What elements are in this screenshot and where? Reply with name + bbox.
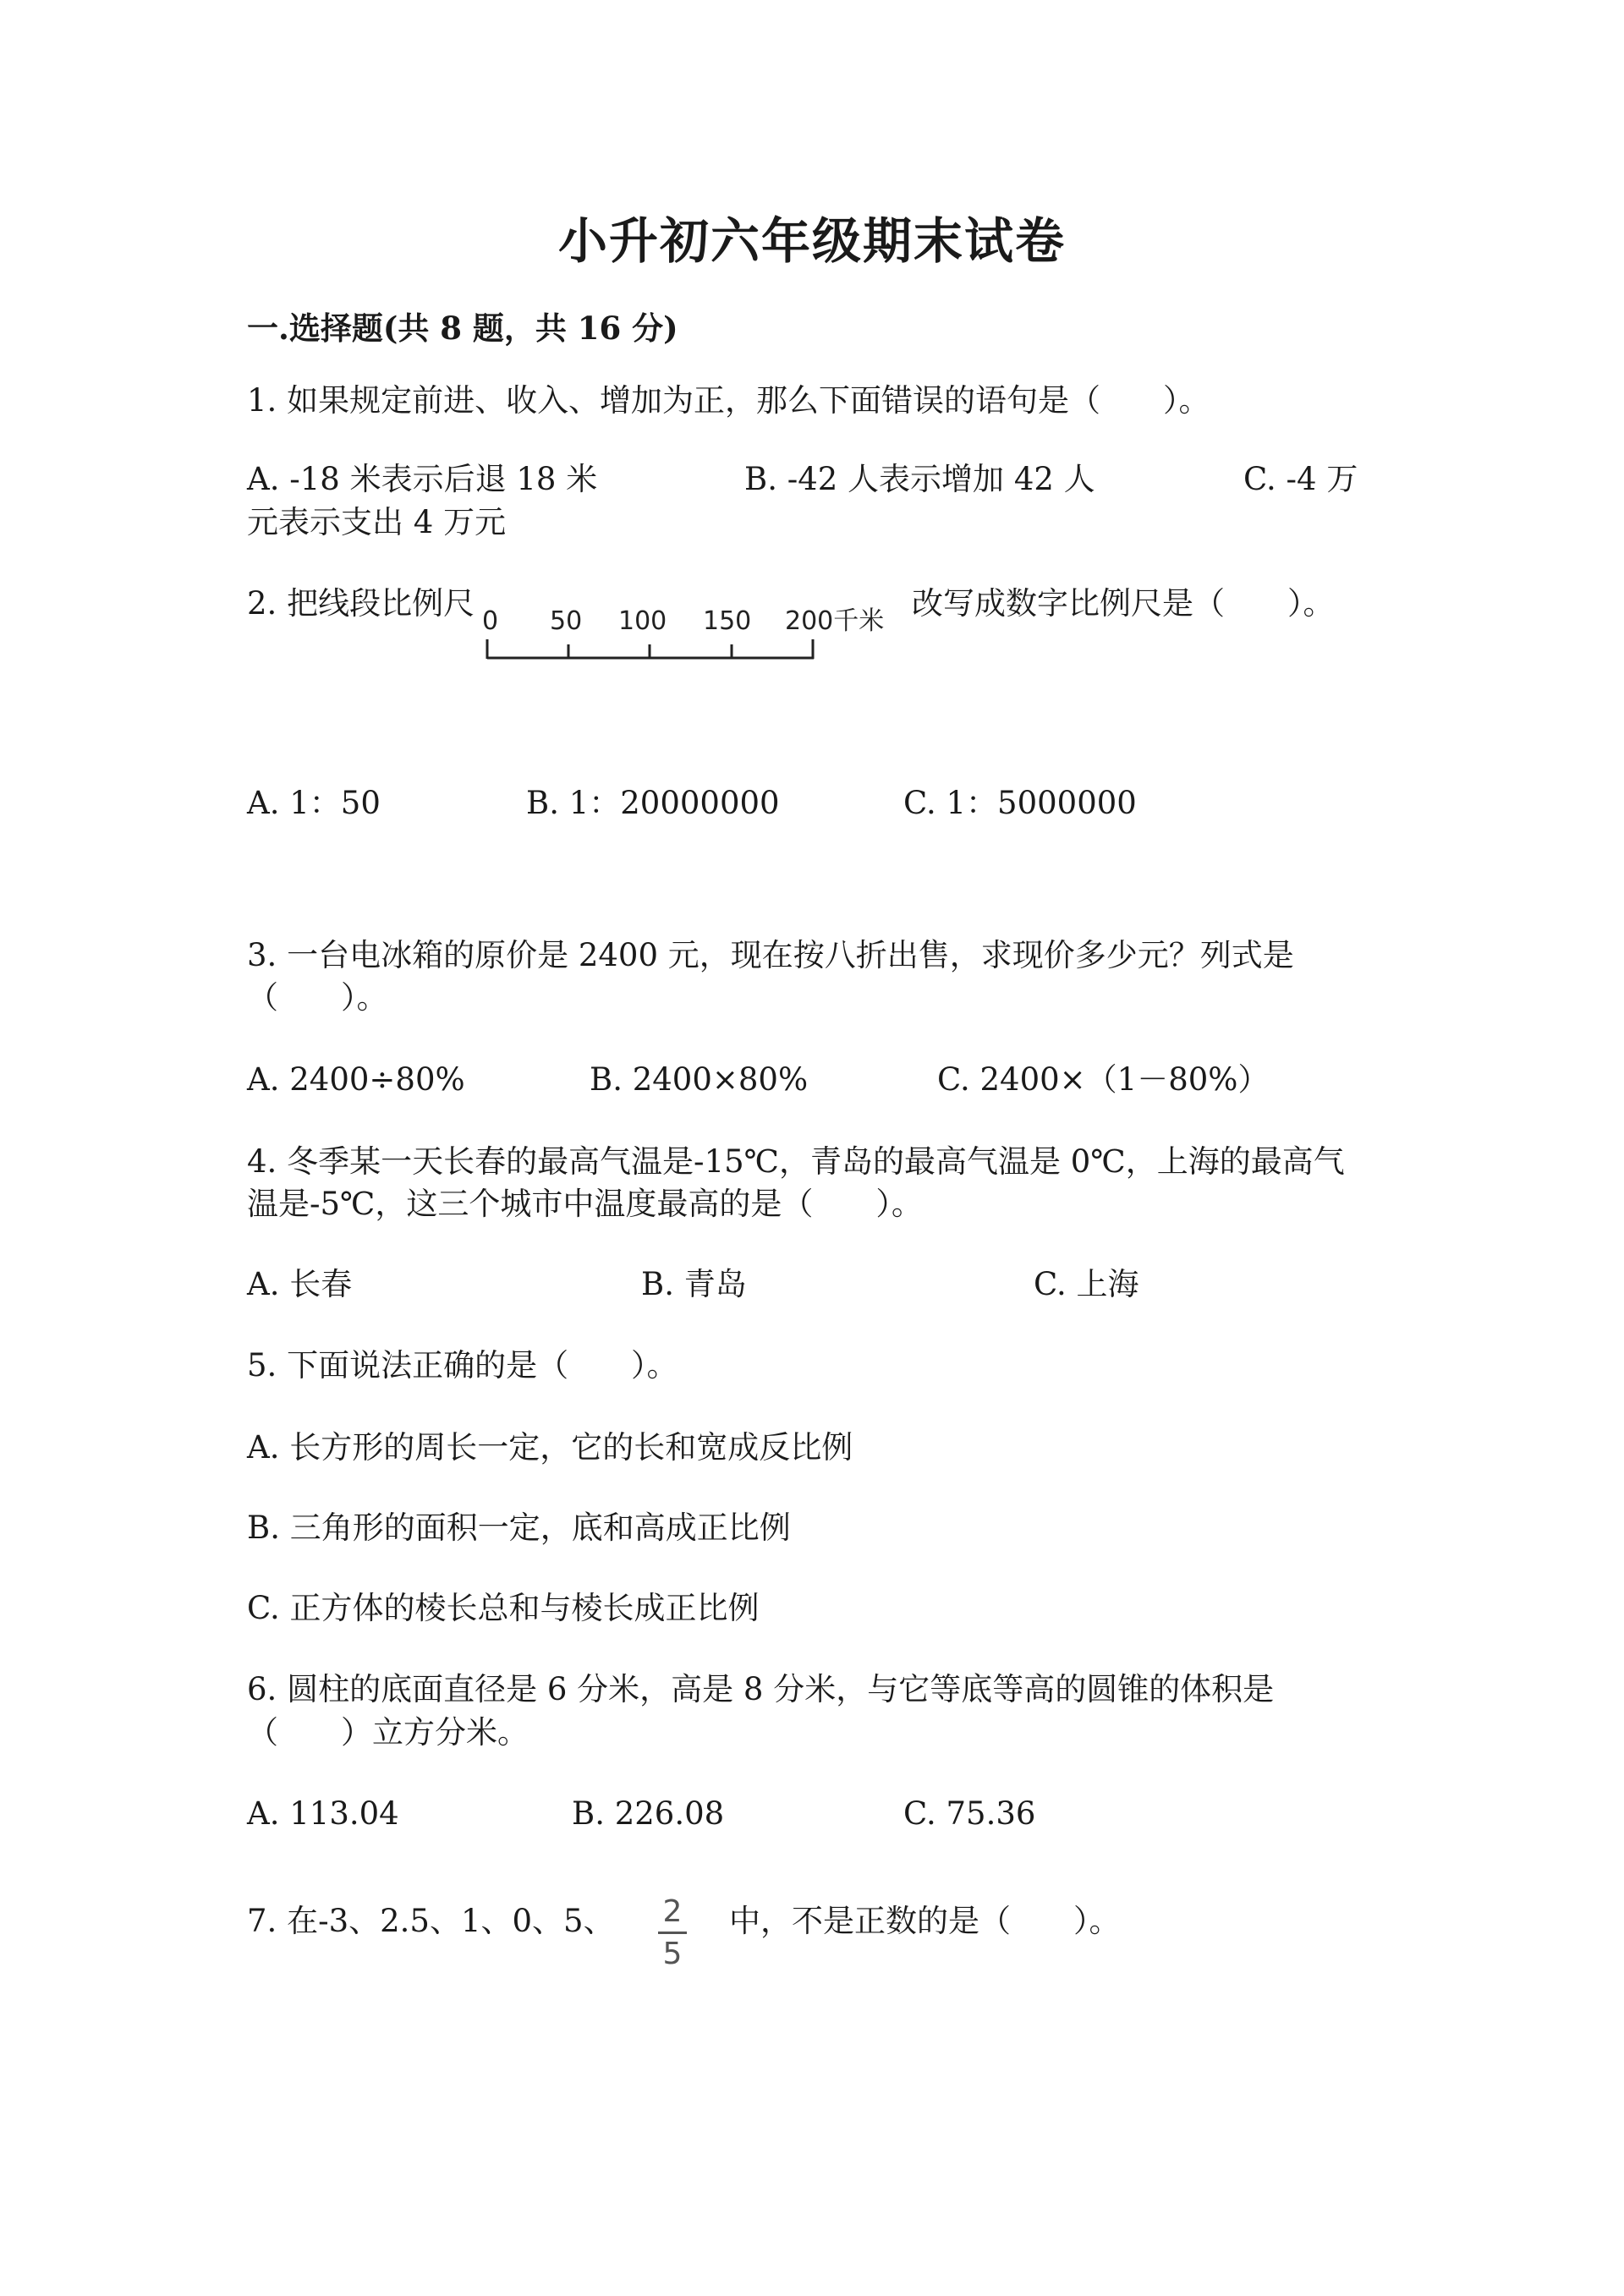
q2-option-c: C. 1：5000000	[903, 785, 1137, 821]
section-heading: 一.选择题(共 8 题，共 16 分)	[247, 310, 678, 347]
fraction-two-fifths	[651, 1894, 694, 1970]
q3-option-b: B. 2400×80%	[590, 1061, 809, 1098]
scale-tick-label: 0	[482, 606, 499, 636]
scale-tick-label: 200千米	[785, 606, 885, 636]
q4-option-c: C. 上海	[1034, 1266, 1139, 1302]
q4-option-b: B. 青岛	[641, 1266, 747, 1302]
q4-stem: 4. 冬季某一天长春的最高气温是-15℃，青岛的最高气温是 0℃，上海的最高气	[247, 1143, 1345, 1180]
q7-stem-prefix: 7. 在-3、2.5、1、0、5、	[247, 1903, 615, 1939]
q3-option-a: A. 2400÷80%	[247, 1061, 465, 1098]
q1-option-c: C. -4 万	[1243, 461, 1358, 497]
q4-option-a: A. 长春	[247, 1266, 353, 1302]
q6-option-c: C. 75.36	[903, 1795, 1036, 1832]
q2-stem-suffix: 改写成数字比例尺是（ ）。	[912, 585, 1335, 622]
scale-tick-label: 50	[550, 606, 583, 636]
q3-stem: 3. 一台电冰箱的原价是 2400 元，现在按八折出售，求现价多少元？列式是	[247, 937, 1294, 973]
q1-option-b: B. -42 人表示增加 42 人	[744, 461, 1095, 497]
q5-option-c: C. 正方体的棱长总和与棱长成正比例	[247, 1590, 760, 1626]
q2-stem-prefix: 2. 把线段比例尺	[247, 585, 475, 622]
q6-option-a: A. 113.04	[247, 1795, 399, 1832]
line-scale-ruler	[480, 599, 920, 666]
q2-option-a: A. 1：50	[247, 785, 381, 821]
fraction-numerator: 2	[662, 1894, 683, 1929]
q1-option-a: A. -18 米表示后退 18 米	[247, 461, 598, 497]
scale-tick-label: 150	[703, 606, 752, 636]
q5-stem: 5. 下面说法正确的是（ ）。	[247, 1347, 678, 1384]
scale-tick-label: 100	[618, 606, 667, 636]
q5-option-b: B. 三角形的面积一定，底和高成正比例	[247, 1510, 791, 1546]
q2-option-b: B. 1：20000000	[526, 785, 780, 821]
q6-stem: 6. 圆柱的底面直径是 6 分米，高是 8 分米，与它等底等高的圆锥的体积是	[247, 1671, 1275, 1707]
q3-option-c: C. 2400×（1－80%）	[937, 1061, 1270, 1098]
q5-option-a: A. 长方形的周长一定，它的长和宽成反比例	[247, 1429, 853, 1466]
fraction-bar	[658, 1932, 687, 1934]
q6-stem-continued: （ ）立方分米。	[247, 1714, 529, 1751]
exam-title: 小升初六年级期末试卷	[557, 212, 1066, 270]
q1-option-c-continued: 元表示支出 4 万元	[247, 504, 507, 540]
q4-stem-continued: 温是-5℃，这三个城市中温度最高的是（ ）。	[247, 1186, 923, 1222]
q6-option-b: B. 226.08	[572, 1795, 725, 1832]
fraction-denominator: 5	[662, 1937, 683, 1971]
q1-stem: 1. 如果规定前进、收入、增加为正，那么下面错误的语句是（ ）。	[247, 382, 1210, 419]
q3-stem-continued: （ ）。	[247, 979, 388, 1016]
q7-stem-suffix: 中，不是正数的是（ ）。	[729, 1903, 1121, 1939]
